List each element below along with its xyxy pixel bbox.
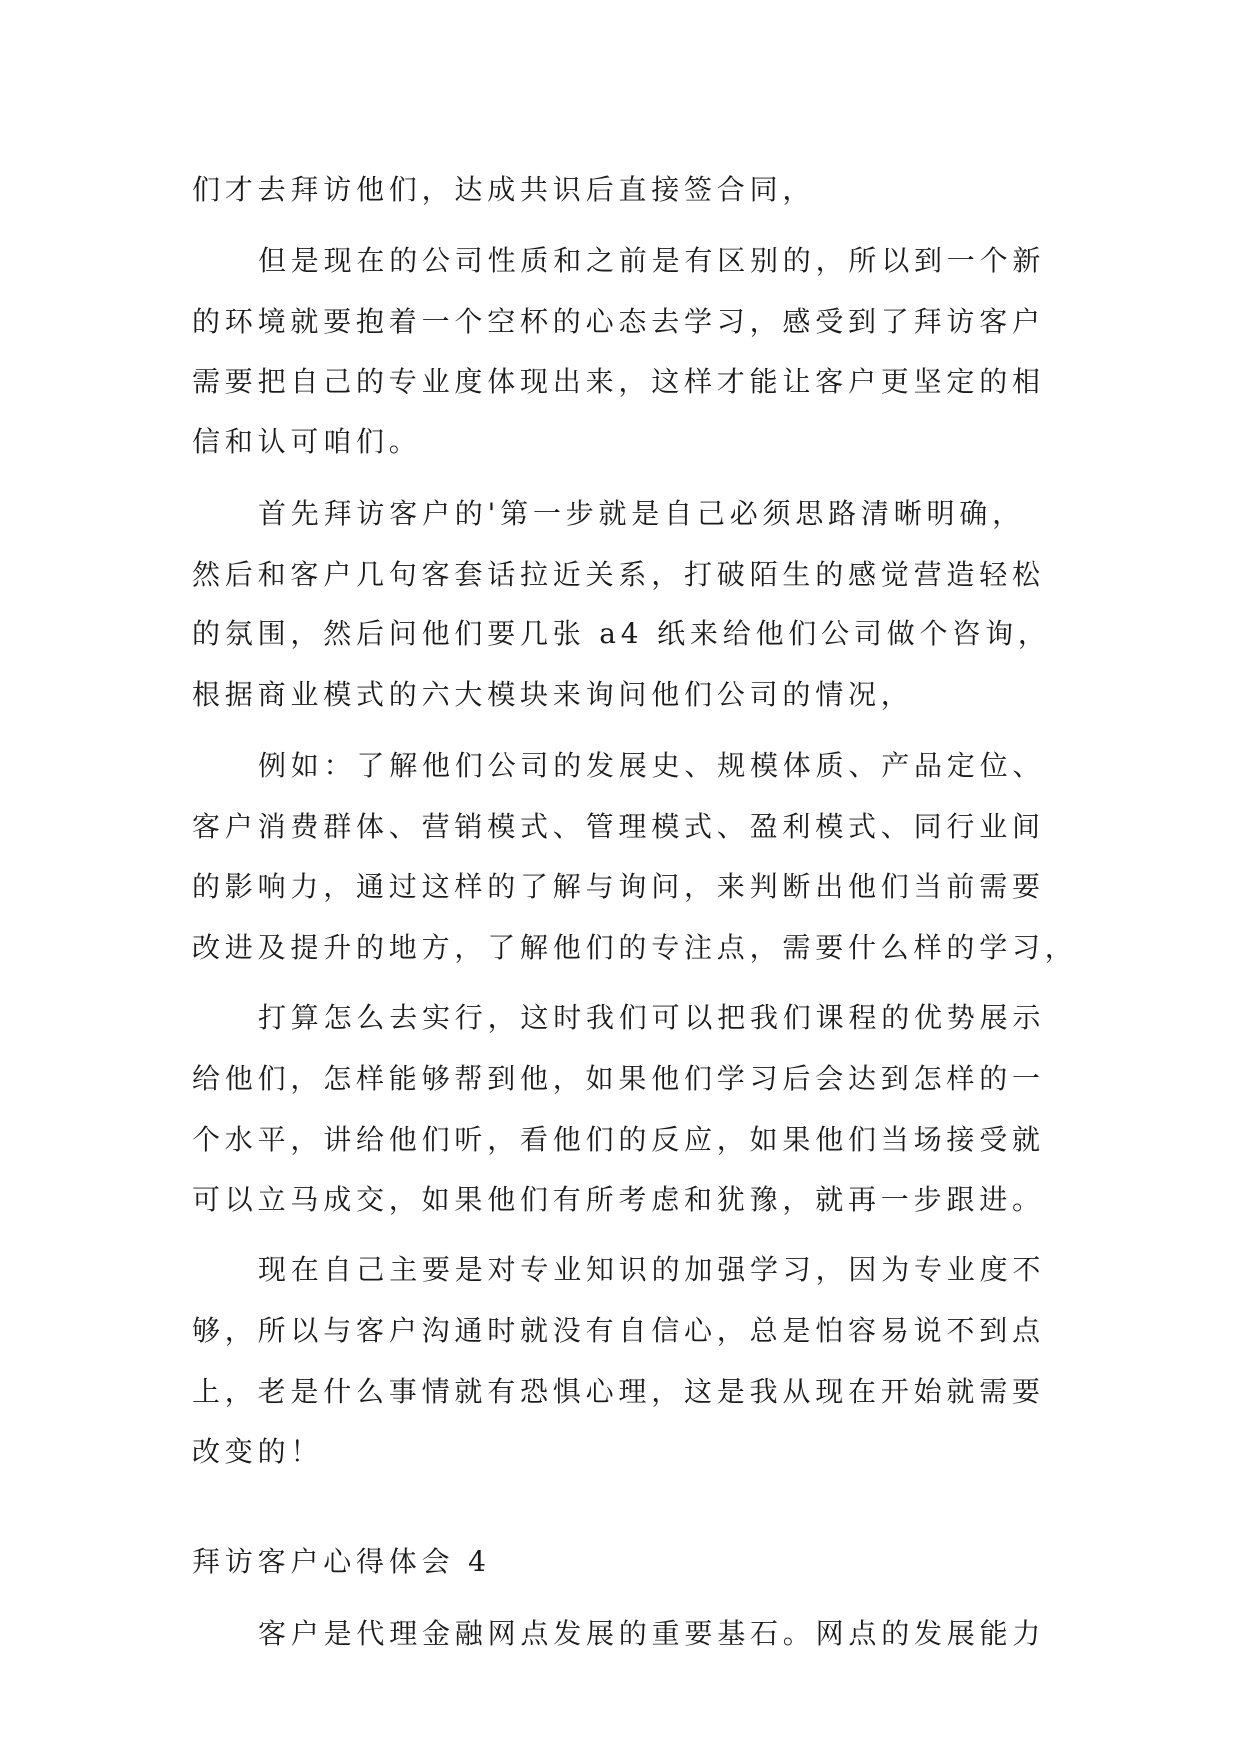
text-line: 可以立马成交，如果他们有所考虑和犹豫，就再一步跟进。 [192,1183,1045,1216]
text-line: 例如：了解他们公司的发展史、规模体质、产品定位、 [258,749,1046,782]
text-line: 够，所以与客户沟通时就没有自信心，总是怕容易说不到点 [192,1314,1045,1347]
text-line: 打算怎么去实行，这时我们可以把我们课程的优势展示 [258,1001,1046,1034]
text-line: 给他们，怎样能够帮到他，如果他们学习后会达到怎样的一 [192,1062,1045,1095]
text-line: 们才去拜访他们，达成共识后直接签合同， [192,173,816,206]
text-line: 然后和客户几句客套话拉近关系，打破陌生的感觉营造轻松 [192,558,1045,591]
text-line: 改进及提升的地方，了解他们的专注点，需要什么样的学习， [192,931,1078,964]
section-heading: 拜访客户心得体会 4 [192,1545,491,1578]
text-line: 的氛围，然后问他们要几张 a4 纸来给他们公司做个咨询， [192,617,1051,650]
text-line: 首先拜访客户的'第一步就是自己必须思路清晰明确， [258,497,1025,530]
text-line: 需要把自己的专业度体现出来，这样才能让客户更坚定的相 [192,365,1045,398]
text-line: 客户消费群体、营销模式、管理模式、盈利模式、同行业间 [192,810,1045,843]
text-line: 但是现在的公司性质和之前是有区别的，所以到一个新 [258,244,1046,277]
text-line: 个水平，讲给他们听，看他们的反应，如果他们当场接受就 [192,1123,1045,1156]
text-line: 的环境就要抱着一个空杯的心态去学习，感受到了拜访客户 [192,305,1045,338]
text-line: 的影响力，通过这样的了解与询问，来判断出他们当前需要 [192,870,1045,903]
text-line: 改变的！ [192,1435,324,1468]
text-line: 根据商业模式的六大模块来询问他们公司的情况， [192,678,914,711]
text-line: 客户是代理金融网点发展的重要基石。网点的发展能力 [258,1617,1046,1650]
text-line: 信和认可咱们。 [192,425,422,458]
text-line: 上，老是什么事情就有恐惧心理，这是我从现在开始就需要 [192,1375,1045,1408]
text-line: 现在自己主要是对专业知识的加强学习，因为专业度不 [258,1253,1046,1286]
